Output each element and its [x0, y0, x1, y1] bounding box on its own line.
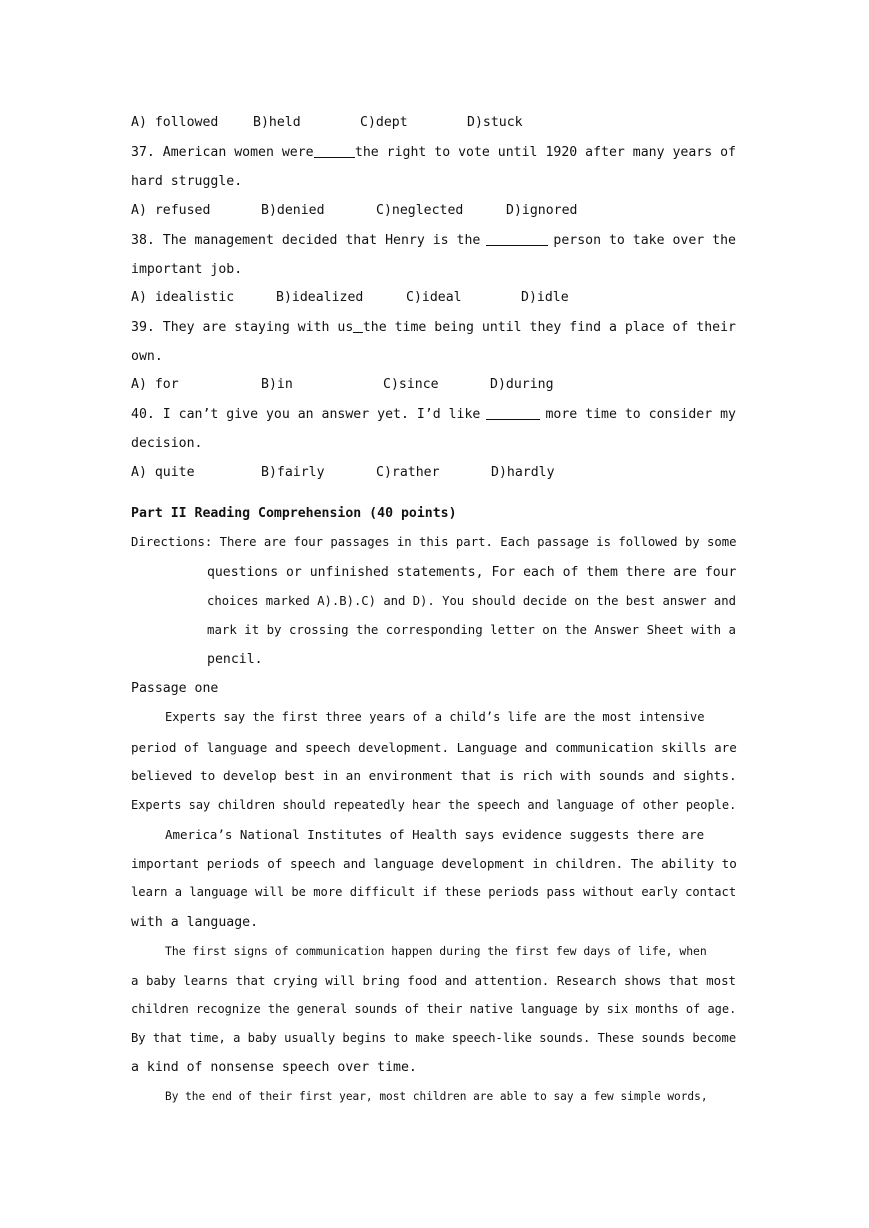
passage-line: important periods of speech and language development in children. The ability to: [131, 856, 737, 871]
question-text: the time being until they find a place of their: [362, 320, 736, 335]
question-38-cont: important job.: [131, 262, 243, 277]
option: C)since: [383, 377, 439, 392]
question-text: person to take over the: [553, 233, 736, 248]
option: D)stuck: [467, 115, 523, 130]
q38-options: [131, 290, 736, 305]
passage-line: learn a language will be more difficult if these periods pass without early contact: [131, 885, 737, 899]
option: B)in: [261, 377, 293, 392]
q40-options: [131, 465, 736, 480]
passage-title: Passage one: [131, 681, 219, 696]
question-40: [131, 407, 736, 422]
passage-line: By that time, a baby usually begins to make speech-like sounds. These sounds become: [131, 1031, 737, 1045]
question-39-cont: own.: [131, 349, 163, 364]
q36-options: [131, 115, 736, 130]
passage-line: believed to develop best in an environment that is rich with sounds and sights.: [131, 769, 737, 784]
answer-blank: [353, 320, 363, 333]
option: D)hardly: [491, 465, 555, 480]
directions-line: Directions: There are four passages in this part. Each passage is followed by some: [131, 535, 737, 549]
option: C)neglected: [376, 203, 464, 218]
passage-line: a baby learns that crying will bring food and attention. Research shows that most: [131, 973, 737, 988]
section-heading: Part II Reading Comprehension (40 points): [131, 506, 457, 521]
passage-line: with a language.: [131, 915, 259, 930]
question-39: [131, 320, 736, 335]
question-38: [131, 233, 736, 248]
answer-blank: [486, 233, 548, 246]
question-text: the right to vote until 1920 after many years of: [354, 145, 736, 160]
directions-line: questions or unfinished statements, For each of them there are four: [207, 565, 737, 580]
option: D)during: [490, 377, 554, 392]
q37-options: [131, 203, 736, 218]
option: C)dept: [360, 115, 408, 130]
question-40-cont: decision.: [131, 436, 203, 451]
question-37-cont: hard struggle.: [131, 174, 243, 189]
directions-line: choices marked A).B).C) and D). You should decide on the best answer and: [207, 594, 736, 608]
question-37: [131, 145, 736, 160]
option: B)fairly: [261, 465, 325, 480]
passage-line: a kind of nonsense speech over time.: [131, 1060, 417, 1075]
passage-line: America’s National Institutes of Health says evidence suggests there are: [165, 827, 705, 842]
question-text: 40. I can’t give you an answer yet. I’d like: [131, 407, 481, 422]
option: D)idle: [521, 290, 569, 305]
option: A) refused: [131, 203, 211, 218]
passage-line: children recognize the general sounds of their native language by six months of age.: [131, 1002, 737, 1016]
q39-options: [131, 377, 736, 392]
question-text: 38. The management decided that Henry is the: [131, 233, 481, 248]
option: D)ignored: [506, 203, 578, 218]
question-text: 37. American women were: [131, 145, 314, 160]
option: B)held: [253, 115, 301, 130]
question-text: more time to consider my: [545, 407, 736, 422]
option: B)denied: [261, 203, 325, 218]
passage-line: The first signs of communication happen during the first few days of life, when: [165, 944, 707, 958]
option: C)rather: [376, 465, 440, 480]
passage-line: By the end of their first year, most children are able to say a few simple words,: [165, 1090, 708, 1103]
passage-line: Experts say the first three years of a child’s life are the most intensive: [165, 710, 705, 724]
question-text: 39. They are staying with us: [131, 320, 354, 335]
passage-line: period of language and speech development. Language and communication skills are: [131, 740, 737, 755]
option: A) for: [131, 377, 179, 392]
option: A) followed: [131, 115, 219, 130]
passage-line: Experts say children should repeatedly hear the speech and language of other people.: [131, 798, 737, 812]
option: A) idealistic: [131, 290, 235, 305]
option: A) quite: [131, 465, 195, 480]
answer-blank: [486, 407, 540, 420]
directions-line: mark it by crossing the corresponding letter on the Answer Sheet with a: [207, 623, 736, 637]
option: C)ideal: [406, 290, 462, 305]
option: B)idealized: [276, 290, 364, 305]
directions-line: pencil.: [207, 652, 263, 667]
answer-blank: [314, 145, 355, 158]
